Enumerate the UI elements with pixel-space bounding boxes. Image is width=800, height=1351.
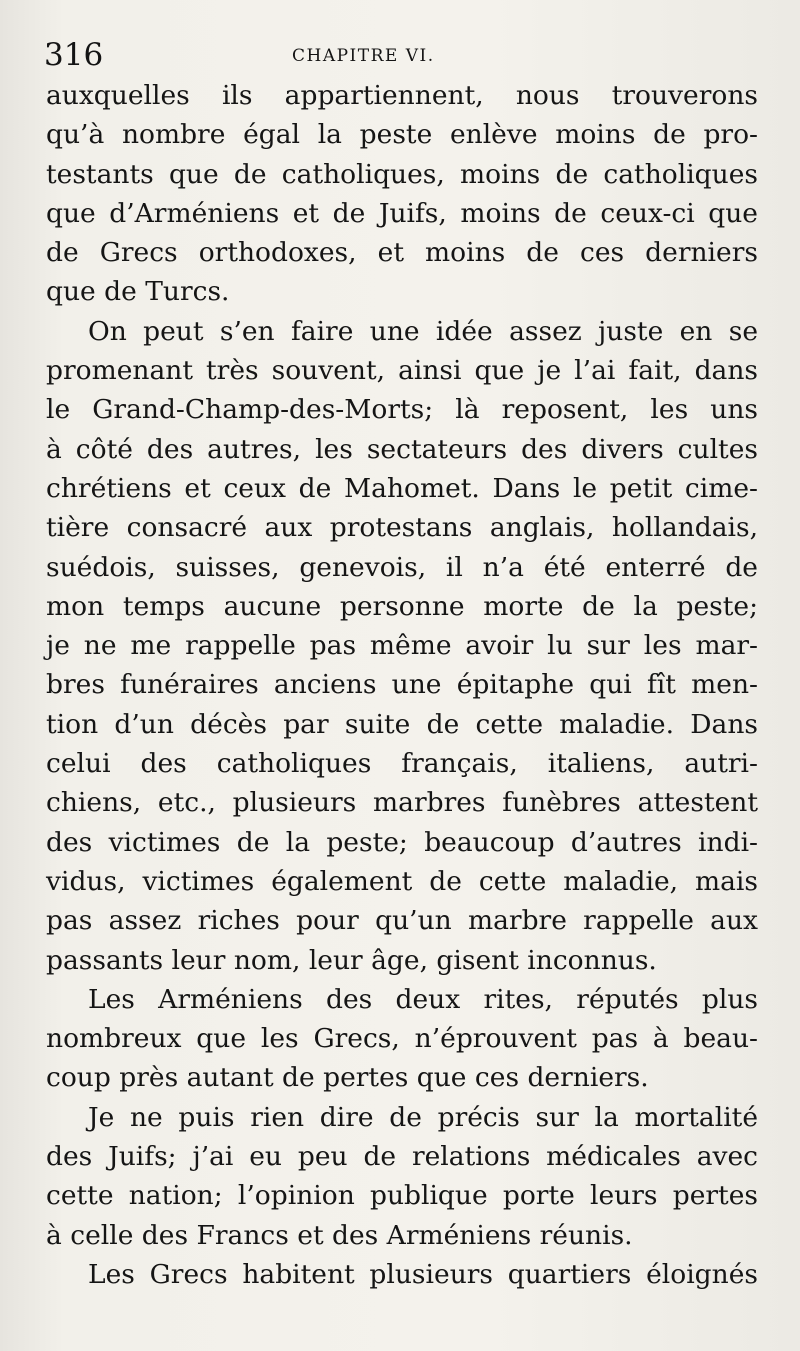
text-line: cette nation; l’opinion publique porte leurs pertes — [46, 1180, 758, 1212]
text-line: le Grand-Champ-des-Morts; là reposent, les uns — [46, 394, 758, 426]
text-line: nombreux que les Grecs, n’éprouvent pas à beau- — [46, 1023, 758, 1055]
paragraph — [46, 980, 758, 1098]
body-text — [46, 76, 758, 1294]
text-line: bres funéraires anciens une épitaphe qui fît men- — [46, 669, 758, 701]
text-line: promenant très souvent, ainsi que je l’ai fait, dans — [46, 355, 758, 387]
text-line: mon temps aucune personne morte de la peste; — [46, 590, 758, 622]
text-line: tière consacré aux protestans anglais, hollandais, — [46, 512, 758, 544]
text-line: auxquelles ils appartiennent, nous trouverons — [46, 80, 758, 111]
text-line: de Grecs orthodoxes, et moins de ces derniers — [46, 237, 758, 269]
text-line: Les Grecs habitent plusieurs quartiers éloignés — [88, 1258, 758, 1290]
text-line: Je ne puis rien dire de précis sur la mortalité — [88, 1101, 758, 1133]
text-line: celui des catholiques français, italiens, autri- — [46, 748, 758, 780]
text-line: je ne me rappelle pas même avoir lu sur les mar- — [46, 630, 758, 662]
text-line: des Juifs; j’ai eu peu de relations médicales avec — [46, 1141, 758, 1173]
text-line: suédois, suisses, genevois, il n’a été enterré de — [46, 551, 758, 583]
page-number: 316 — [44, 37, 104, 73]
text-line: vidus, victimes également de cette maladie, mais — [46, 865, 758, 897]
paragraph — [46, 1098, 758, 1255]
text-line: passants leur nom, leur âge, gisent inconnus. — [46, 944, 657, 976]
text-line: On peut s’en faire une idée assez juste en se — [88, 315, 758, 347]
running-head: CHAPITRE VI. — [292, 46, 435, 66]
text-line: à celle des Francs et des Arméniens réunis. — [46, 1219, 633, 1251]
text-line: testants que de catholiques, moins de catholiques — [46, 158, 758, 190]
text-line: que de Turcs. — [46, 276, 230, 308]
paragraph — [46, 312, 758, 980]
text-line: coup près autant de pertes que ces derniers. — [46, 1062, 649, 1094]
text-line: tion d’un décès par suite de cette maladie. Dans — [46, 708, 758, 740]
paragraph — [46, 76, 758, 312]
paragraph — [46, 1255, 758, 1294]
text-line: que d’Arméniens et de Juifs, moins de ceux-ci que — [46, 197, 758, 229]
text-line: chrétiens et ceux de Mahomet. Dans le petit cime- — [46, 472, 758, 504]
text-line: Les Arméniens des deux rites, réputés plus — [88, 983, 758, 1015]
text-line: des victimes de la peste; beaucoup d’autres indi- — [46, 826, 758, 858]
page-header — [44, 36, 759, 78]
text-line: pas assez riches pour qu’un marbre rappelle aux — [46, 905, 758, 937]
text-line: qu’à nombre égal la peste enlève moins de pro- — [46, 119, 758, 151]
text-line: à côté des autres, les sectateurs des divers cultes — [46, 433, 758, 465]
text-line: chiens, etc., plusieurs marbres funèbres attestent — [46, 787, 758, 819]
